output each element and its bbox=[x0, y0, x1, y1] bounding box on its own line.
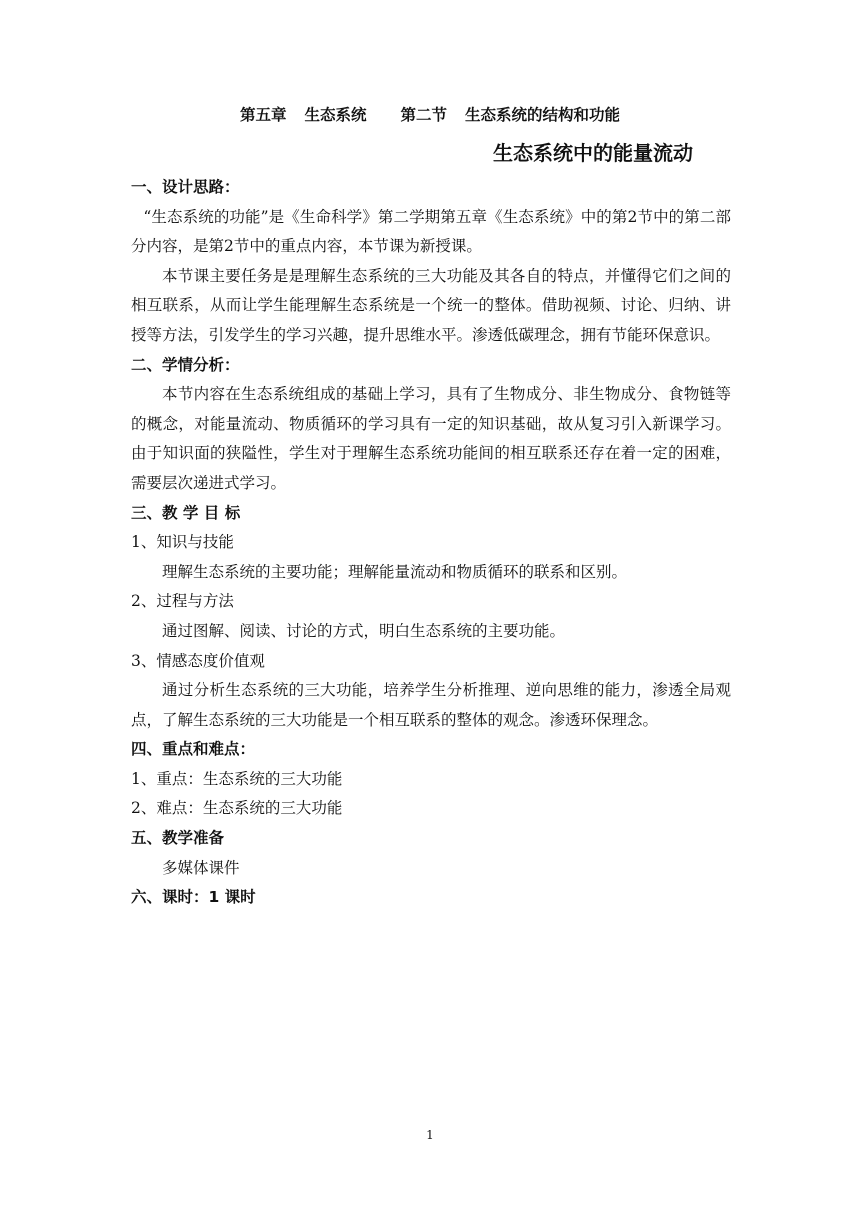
goal-text: 理解生态系统的主要功能；理解能量流动和物质循环的联系和区别。 bbox=[162, 562, 628, 581]
goal-title: 1、知识与技能 bbox=[131, 533, 234, 552]
goal-title: 2、过程与方法 bbox=[131, 592, 234, 611]
heading-analysis: 二、学情分析： bbox=[131, 355, 240, 374]
goal-title: 3、情感态度价值观 bbox=[131, 651, 265, 670]
heading-design: 一、设计思路： bbox=[131, 178, 240, 196]
goal-text: 通过图解、阅读、讨论的方式，明白生态系统的主要功能。 bbox=[162, 621, 566, 640]
paragraph: 本节课主要任务是是理解生态系统的三大功能及其各自的特点，并懂得它们之间的相互联系，从而让学生能理解生态系统是一个统一的整体。借助视频、讨论、归纳、讲授等方法，引发学生的学习兴趣，提升思维水平。渗透低碳理念，拥有节能环保意识。 bbox=[131, 266, 731, 344]
chapter-name: 生态系统 bbox=[304, 106, 367, 124]
paragraph: 本节内容在生态系统组成的基础上学习，具有了生物成分、非生物成分、食物链等的概念，对能量流动、物质循环的学习具有一定的知识基础，故从复习引入新课学习。由于知识面的狭隘性，学生对于理解生态系统功能间的相互联系还存在着一定的困难，需要层次递进式学习。 bbox=[131, 385, 731, 492]
section-name: 生态系统的结构和功能 bbox=[465, 106, 621, 124]
heading-preparation: 五、教学准备 bbox=[131, 829, 225, 848]
page-number: 1 bbox=[426, 1128, 434, 1142]
document-body bbox=[131, 173, 731, 913]
list-item: 2、难点：生态系统的三大功能 bbox=[131, 799, 343, 818]
heading-goals: 三、教 学 目 标 bbox=[131, 503, 241, 522]
heading-class-hours: 六、课时：1 课时 bbox=[131, 888, 256, 907]
chapter-number: 第五章 bbox=[239, 106, 287, 124]
list-item: 1、重点：生态系统的三大功能 bbox=[131, 769, 343, 788]
heading-key-points: 四、重点和难点： bbox=[131, 740, 256, 759]
section-number: 第二节 bbox=[400, 106, 448, 124]
chapter-header bbox=[0, 103, 860, 125]
lesson-title: 生态系统中的能量流动 bbox=[493, 141, 693, 165]
paragraph: “生态系统的功能”是《生命科学》第二学期第五章《生态系统》中的第2节中的第二部分内容，是第2节中的重点内容，本节课为新授课。 bbox=[131, 207, 731, 256]
goal-text: 通过分析生态系统的三大功能，培养学生分析推理、逆向思维的能力，渗透全局观点，了解生态系统的三大功能是一个相互联系的整体的观念。渗透环保理念。 bbox=[131, 681, 731, 729]
list-item: 多媒体课件 bbox=[162, 858, 240, 877]
